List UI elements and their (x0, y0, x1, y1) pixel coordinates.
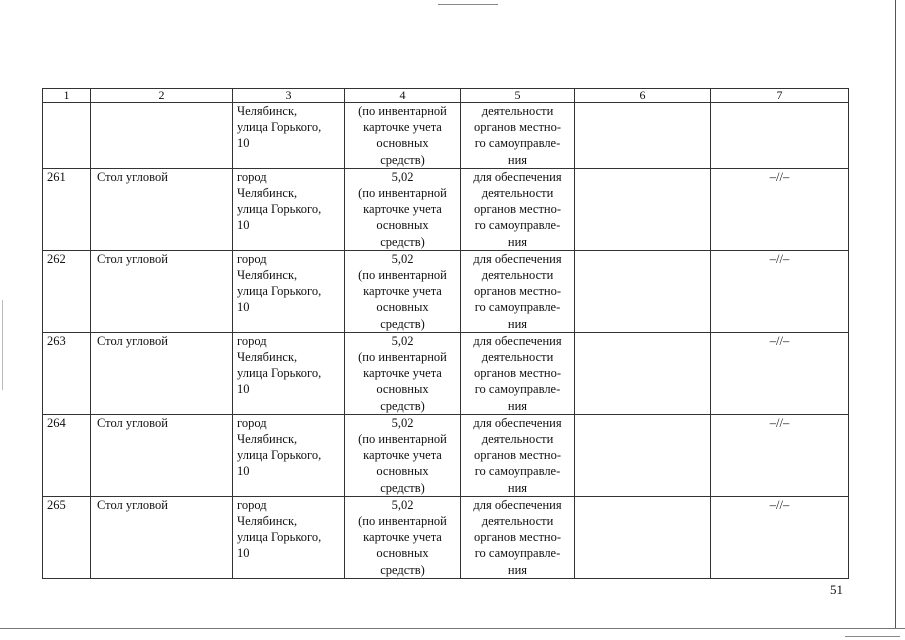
table-row (43, 332, 849, 414)
table-row (43, 168, 849, 250)
item-purpose-line: деятельности (481, 104, 554, 118)
row-number: 265 (43, 496, 91, 578)
item-col6 (575, 168, 711, 250)
table-row (43, 250, 849, 332)
item-value (345, 496, 461, 578)
item-name: Стол угловой (91, 168, 233, 250)
item-purpose-line: го самоуправле- (474, 300, 561, 315)
item-col7: –//– (711, 332, 849, 414)
item-col6 (575, 332, 711, 414)
item-col7: –//– (711, 414, 849, 496)
item-address-line: улица Горького, (237, 366, 322, 381)
item-address-line: Челябинск, (237, 350, 298, 365)
page-edge-right (895, 0, 896, 628)
header-col-5: 5 (461, 89, 575, 103)
item-purpose-line: органов местно- (473, 284, 562, 299)
header-col-2: 2 (91, 89, 233, 103)
item-address-line: город (237, 251, 267, 266)
item-address (233, 250, 345, 332)
item-purpose-line: го самоуправле- (474, 546, 561, 561)
item-col7: –//– (711, 250, 849, 332)
header-col-1: 1 (43, 89, 91, 103)
item-address-line: улица Горького, (237, 202, 322, 217)
item-value-line: (по инвентарной (358, 104, 447, 118)
row-number (43, 103, 91, 169)
item-purpose-line: органов местно- (473, 366, 562, 381)
item-purpose-line: ния (507, 152, 528, 167)
item-purpose (461, 414, 575, 496)
item-purpose-line: ния (507, 398, 528, 413)
item-value-line: средств) (380, 316, 425, 331)
row-number: 264 (43, 414, 91, 496)
item-purpose-line: органов местно- (473, 530, 562, 545)
item-purpose-line: го самоуправле- (474, 218, 561, 233)
item-value-line: основных (376, 464, 429, 479)
row-number: 261 (43, 168, 91, 250)
item-value-line: 5,02 (391, 169, 414, 184)
item-purpose-line: органов местно- (473, 120, 562, 135)
item-address-line: 10 (237, 546, 250, 561)
item-value-line: (по инвентарной (358, 432, 447, 447)
item-address-line: 10 (237, 218, 250, 233)
item-value (345, 250, 461, 332)
item-address (233, 414, 345, 496)
item-address-line: Челябинск, (237, 186, 298, 201)
item-address-line: 10 (237, 136, 250, 151)
item-value-line: (по инвентарной (358, 268, 447, 283)
item-address-line: улица Горького, (237, 284, 322, 299)
item-address-line: город (237, 333, 267, 348)
item-address-line: 10 (237, 382, 250, 397)
item-purpose-line: для обеспечения (473, 333, 562, 348)
item-address-line: город (237, 169, 267, 184)
item-purpose-line: деятельности (481, 514, 554, 529)
item-col6 (575, 250, 711, 332)
item-purpose-line: го самоуправле- (474, 382, 561, 397)
item-address-line: улица Горького, (237, 448, 322, 463)
item-value-line: 5,02 (391, 251, 414, 266)
item-value-line: 5,02 (391, 333, 414, 348)
item-purpose (461, 250, 575, 332)
item-value-line: карточке учета (363, 202, 442, 217)
item-address-line: город (237, 497, 267, 512)
item-purpose-line: для обеспечения (473, 169, 562, 184)
item-col7 (711, 103, 849, 169)
item-purpose-line: деятельности (481, 350, 554, 365)
header-col-7: 7 (711, 89, 849, 103)
item-name: Стол угловой (91, 414, 233, 496)
item-purpose-line: ния (507, 316, 528, 331)
item-value-line: средств) (380, 234, 425, 249)
item-value-line: основных (376, 382, 429, 397)
item-value-line: карточке учета (363, 448, 442, 463)
item-purpose-line: ния (507, 562, 528, 577)
item-value-line: основных (376, 300, 429, 315)
item-purpose-line: ния (507, 234, 528, 249)
item-address-line: Челябинск, (237, 514, 298, 529)
item-value-line: (по инвентарной (358, 350, 447, 365)
header-col-3: 3 (233, 89, 345, 103)
item-purpose (461, 496, 575, 578)
item-col7: –//– (711, 168, 849, 250)
item-address (233, 103, 345, 169)
item-purpose (461, 332, 575, 414)
table-row (43, 496, 849, 578)
item-value-line: средств) (380, 562, 425, 577)
item-value-line: средств) (380, 480, 425, 495)
item-purpose (461, 168, 575, 250)
item-value-line: (по инвентарной (358, 186, 447, 201)
item-address-line: Челябинск, (237, 268, 298, 283)
item-value-line: карточке учета (363, 120, 442, 135)
item-purpose-line: ния (507, 480, 528, 495)
item-address (233, 168, 345, 250)
item-address-line: улица Горького, (237, 530, 322, 545)
item-purpose-line: деятельности (481, 432, 554, 447)
item-value-line: средств) (380, 398, 425, 413)
item-address-line: улица Горького, (237, 120, 322, 135)
item-address-line: Челябинск, (237, 104, 298, 118)
item-name: Стол угловой (91, 496, 233, 578)
item-value-line: основных (376, 218, 429, 233)
property-table (42, 88, 849, 579)
item-purpose-line: для обеспечения (473, 497, 562, 512)
item-name: Стол угловой (91, 332, 233, 414)
item-address-line: Челябинск, (237, 432, 298, 447)
row-number: 263 (43, 332, 91, 414)
table-row (43, 414, 849, 496)
page-edge-bottom (0, 628, 905, 629)
item-purpose-line: для обеспечения (473, 251, 562, 266)
item-purpose-line: деятельности (481, 268, 554, 283)
item-value (345, 103, 461, 169)
item-purpose (461, 103, 575, 169)
header-col-4: 4 (345, 89, 461, 103)
item-address-line: город (237, 415, 267, 430)
item-value-line: (по инвентарной (358, 514, 447, 529)
item-value (345, 332, 461, 414)
item-name: Стол угловой (91, 250, 233, 332)
item-address-line: 10 (237, 300, 250, 315)
item-value-line: 5,02 (391, 415, 414, 430)
item-col6 (575, 414, 711, 496)
item-value (345, 168, 461, 250)
item-address-line: 10 (237, 464, 250, 479)
item-value (345, 414, 461, 496)
item-col6 (575, 103, 711, 169)
item-value-line: основных (376, 136, 429, 151)
item-address (233, 332, 345, 414)
item-purpose-line: деятельности (481, 186, 554, 201)
item-purpose-line: органов местно- (473, 448, 562, 463)
item-value-line: карточке учета (363, 366, 442, 381)
header-row (43, 89, 849, 103)
table-row (43, 103, 849, 169)
item-value-line: средств) (380, 152, 425, 167)
item-col6 (575, 496, 711, 578)
item-purpose-line: органов местно- (473, 202, 562, 217)
page-number: 51 (830, 582, 843, 597)
item-address (233, 496, 345, 578)
item-purpose-line: для обеспечения (473, 415, 562, 430)
item-value-line: карточке учета (363, 530, 442, 545)
item-name (91, 103, 233, 169)
item-value-line: карточке учета (363, 284, 442, 299)
item-col7: –//– (711, 496, 849, 578)
scan-artifact (845, 636, 900, 637)
item-purpose-line: го самоуправле- (474, 136, 561, 151)
item-purpose-line: го самоуправле- (474, 464, 561, 479)
header-col-6: 6 (575, 89, 711, 103)
item-value-line: основных (376, 546, 429, 561)
scan-artifact (2, 300, 3, 390)
row-number: 262 (43, 250, 91, 332)
item-value-line: 5,02 (391, 497, 414, 512)
scan-artifact (438, 4, 498, 5)
